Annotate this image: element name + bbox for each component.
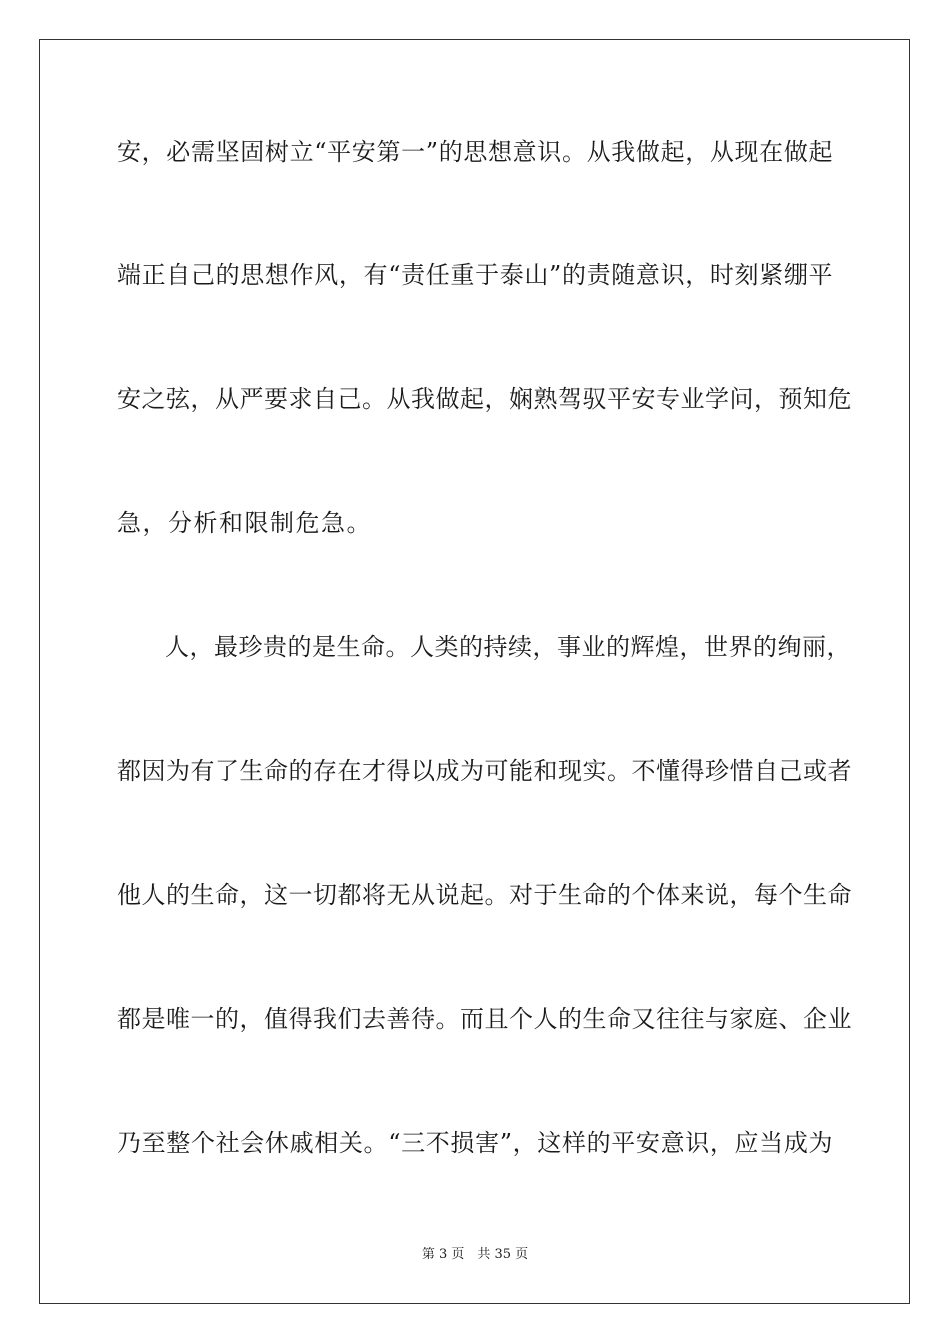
paragraph-line-5: 人，最珍贵的是生命。人类的持续，事业的辉煌，世界的绚丽， bbox=[165, 633, 851, 661]
paragraph-line-8: 都是唯一的，值得我们去善待。而且个人的生命又往往与家庭、企业 bbox=[117, 1005, 852, 1033]
paragraph-line-9: 乃至整个社会休戚相关。“三不损害”，这样的平安意识，应当成为 bbox=[117, 1129, 833, 1157]
paragraph-line-6: 都因为有了生命的存在才得以成为可能和现实。不懂得珍惜自己或者 bbox=[117, 757, 852, 785]
paragraph-line-2: 端正自己的思想作风，有“责任重于泰山”的责随意识，时刻紧绷平 bbox=[117, 261, 833, 289]
page-border bbox=[39, 39, 910, 1304]
paragraph-line-7: 他人的生命，这一切都将无从说起。对于生命的个体来说，每个生命 bbox=[117, 881, 852, 909]
page-number-footer: 第 3 页 共 35 页 bbox=[421, 1247, 529, 1262]
paragraph-line-4: 急，分析和限制危急。 bbox=[117, 509, 372, 537]
paragraph-line-1: 安，必需坚固树立“平安第一”的思想意识。从我做起，从现在做起 bbox=[117, 138, 833, 166]
paragraph-line-3: 安之弦，从严要求自己。从我做起，娴熟驾驭平安专业学问，预知危 bbox=[117, 385, 852, 413]
